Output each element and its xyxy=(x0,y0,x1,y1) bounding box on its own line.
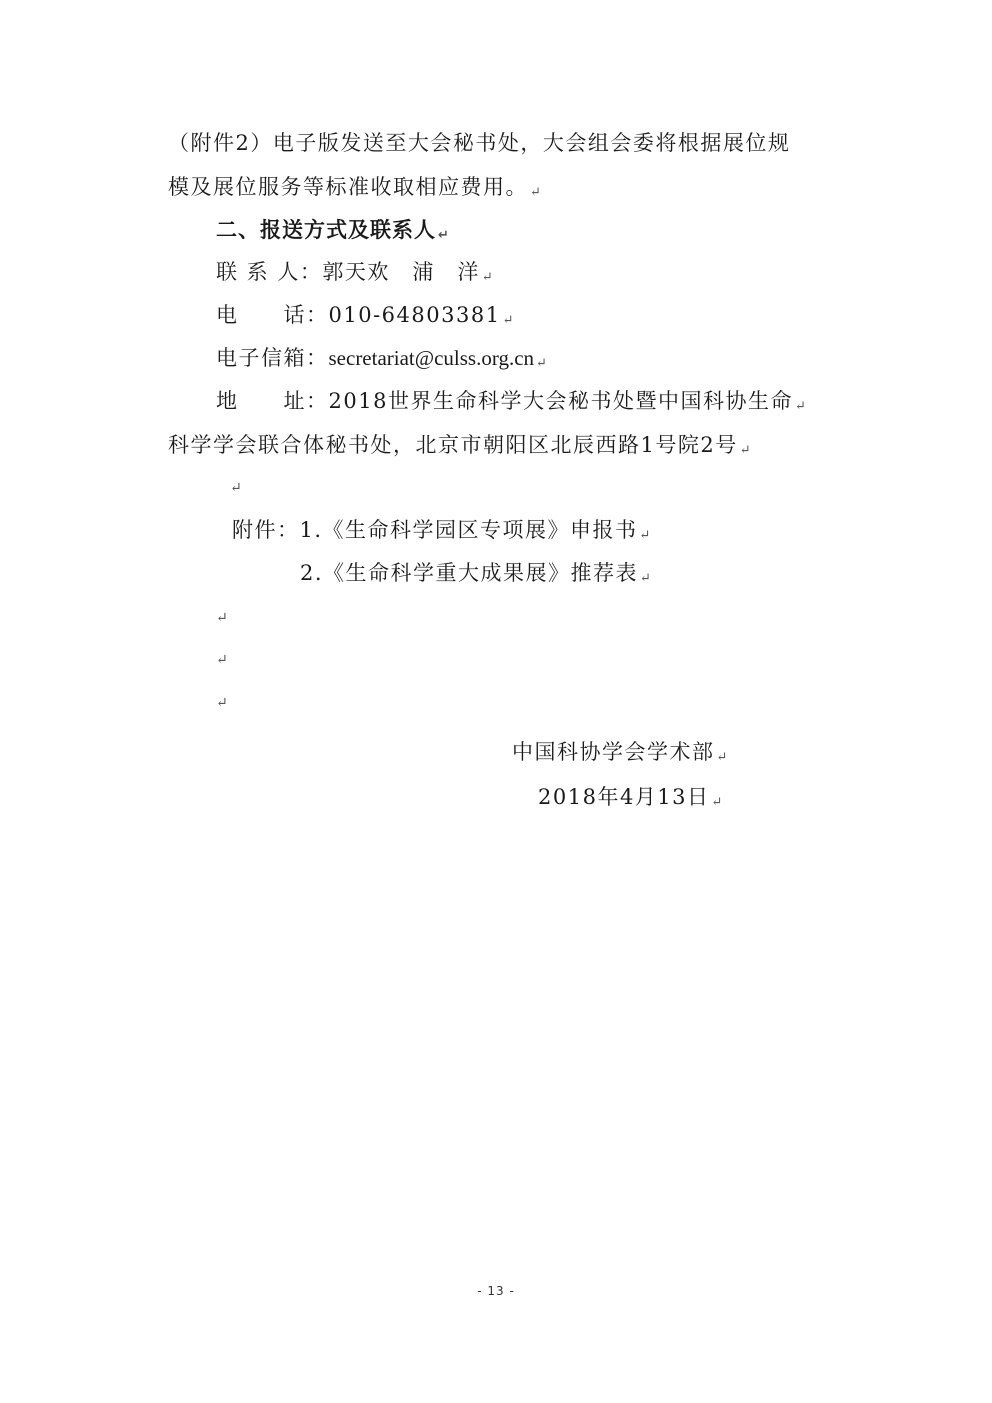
signature-date xyxy=(538,782,722,818)
address-label: 地 址： xyxy=(216,389,329,413)
paragraph-mark-icon: ↵ xyxy=(438,228,449,243)
paragraph-mark-icon: ↵ xyxy=(481,270,493,285)
paragraph-mark-icon: ↵ xyxy=(216,610,228,626)
paragraph-mark-icon: ↵ xyxy=(536,356,547,371)
paragraph-mark-icon: ↵ xyxy=(711,795,723,810)
paragraph-mark-icon: ↵ xyxy=(639,528,651,543)
address-continuation xyxy=(168,430,751,466)
attachment-row xyxy=(232,515,650,551)
signature-org xyxy=(512,737,727,773)
body-text: （附件2）电子版发送至大会秘书处，大会组会委将根据展位规 xyxy=(168,131,791,155)
section-heading xyxy=(216,215,449,251)
paragraph-mark-icon: ↵ xyxy=(794,399,806,414)
attachment-item: 1.《生命科学园区专项展》申报书 xyxy=(299,518,638,542)
email-label: 电子信箱： xyxy=(216,346,329,370)
paragraph-line xyxy=(168,128,790,158)
contact-label: 联 系 人： xyxy=(216,260,323,284)
contact-row xyxy=(216,257,493,293)
paragraph-mark-icon: ↵ xyxy=(216,695,228,711)
address-value: 科学学会联合体秘书处，北京市朝阳区北辰西路1号院2号 xyxy=(168,433,738,457)
attachment-label: 附件： xyxy=(232,518,300,542)
signature-date-text: 2018年4月13日 xyxy=(538,785,710,809)
paragraph-mark-icon: ↵ xyxy=(716,750,728,765)
paragraph-mark-icon: ↵ xyxy=(230,480,242,496)
paragraph-mark-icon: ↵ xyxy=(640,571,651,586)
paragraph-line xyxy=(168,172,541,208)
phone-value: 010-64803381 xyxy=(328,303,501,327)
signature-org-text: 中国科协学会学术部 xyxy=(512,740,715,764)
paragraph-mark-icon: ↵ xyxy=(530,185,541,200)
body-text: 模及展位服务等标准收取相应费用。 xyxy=(168,175,528,199)
email-row xyxy=(216,343,547,379)
address-row xyxy=(216,386,806,422)
phone-row xyxy=(216,300,513,336)
attachment-row xyxy=(300,558,651,594)
address-value: 2018世界生命科学大会秘书处暨中国科协生命 xyxy=(328,389,793,413)
paragraph-mark-icon: ↵ xyxy=(502,313,514,328)
email-value: secretariat@culss.org.cn xyxy=(328,346,535,370)
attachment-item: 2.《生命科学重大成果展》推荐表 xyxy=(300,561,639,585)
contact-value: 郭天欢 浦 洋 xyxy=(322,260,480,284)
paragraph-mark-icon: ↵ xyxy=(216,652,228,668)
phone-label: 电 话： xyxy=(216,303,329,327)
heading-text: 二、报送方式及联系人 xyxy=(216,218,436,242)
paragraph-mark-icon: ↵ xyxy=(739,443,751,458)
page-number: - 13 - xyxy=(477,1284,515,1298)
